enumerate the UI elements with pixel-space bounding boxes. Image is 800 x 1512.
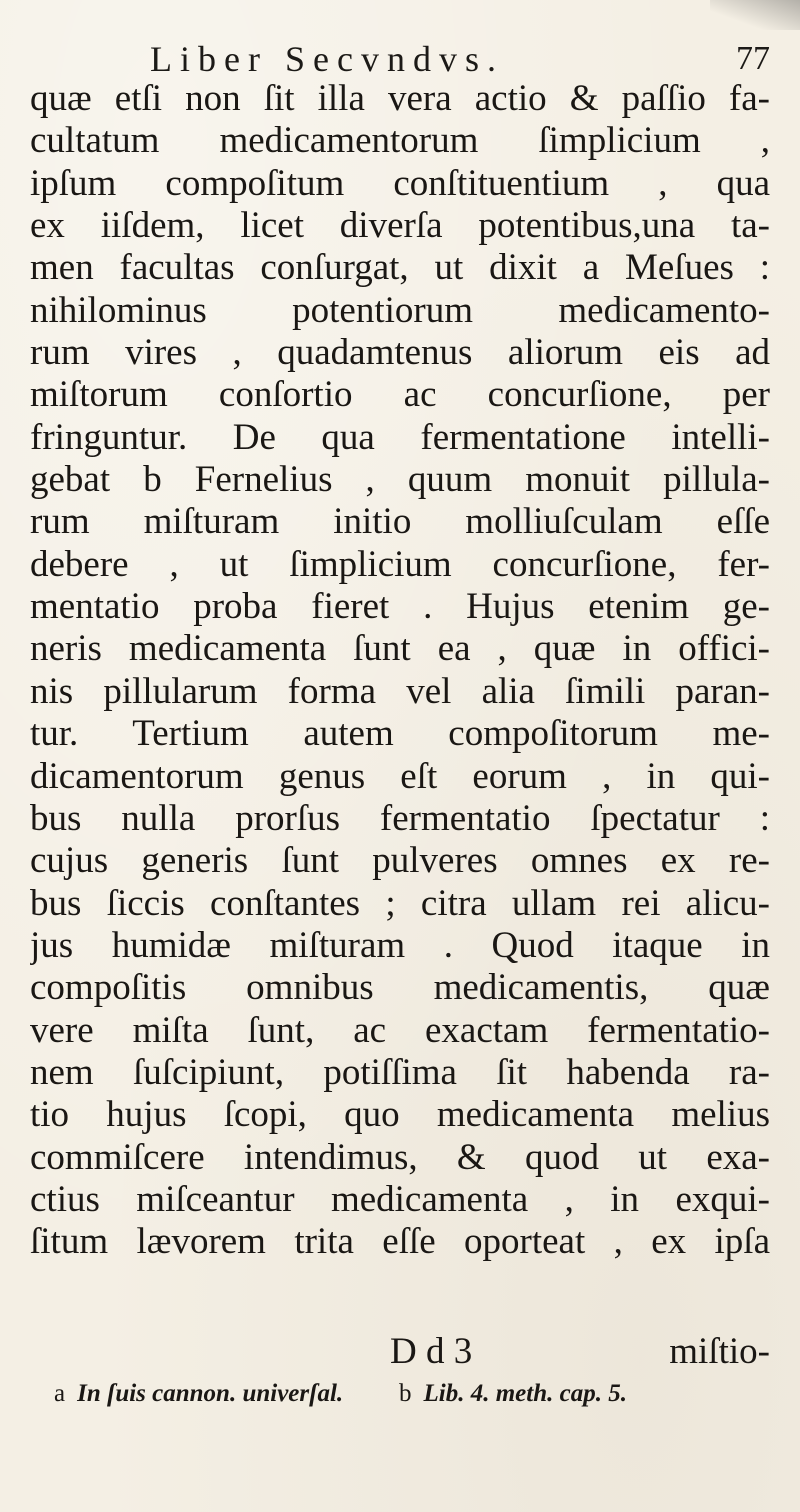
text-line: tur. Tertium autem compoſitorum me- — [30, 713, 770, 755]
text-line: debere , ut ſimplicium concurſione, fer- — [30, 543, 770, 585]
catchword: miſtio- — [669, 1331, 770, 1372]
footnote-reference: In ſuis cannon. univerſal. — [77, 1380, 344, 1407]
text-line: rum vires , quadamtenus aliorum eis ad — [30, 332, 770, 374]
text-line: ex iiſdem, licet diverſa potentibus,una ta- — [30, 205, 770, 247]
text-line: rum miſturam initio molliuſculam eſſe — [30, 501, 770, 543]
page-corner-shadow — [710, 0, 800, 30]
text-line: bus ſiccis conſtantes ; citra ullam rei alicu- — [30, 882, 770, 924]
text-line: men facultas conſurgat, ut dixit a Meſues : — [30, 247, 770, 289]
body-text — [30, 78, 770, 1264]
text-line: ſitum lævorem trita eſſe oporteat , ex ipſa — [30, 1221, 770, 1263]
text-line: ipſum compoſitum conſtituentium , qua — [30, 162, 770, 204]
text-line: ctius miſceantur medicamenta , in exqui- — [30, 1178, 770, 1220]
footnote-mark: a — [54, 1380, 66, 1407]
text-line: bus nulla prorſus fermentatio ſpectatur : — [30, 797, 770, 839]
text-line: gebat b Fernelius , quum monuit pillula- — [30, 459, 770, 501]
text-line: quæ etſi non ſit illa vera actio & paſſio fa- — [30, 78, 770, 119]
text-line: dicamentorum genus eſt eorum , in qui- — [30, 755, 770, 797]
page-number: 77 — [736, 40, 770, 77]
footnote-reference: Lib. 4. meth. cap. 5. — [423, 1380, 627, 1407]
text-line: nihilominus potentiorum medicamento- — [30, 289, 770, 331]
footnote-a — [54, 1380, 343, 1408]
signature-mark: D d 3 — [390, 1331, 473, 1372]
text-line: jus humidæ miſturam . Quod itaque in — [30, 924, 770, 966]
running-title: Liber Secvndvs. — [150, 39, 504, 79]
text-line: nis pillularum forma vel alia ſimili paran- — [30, 670, 770, 712]
footnotes — [54, 1380, 774, 1416]
text-line: vere miſta ſunt, ac exactam fermentatio- — [30, 1009, 770, 1051]
text-line: cultatum medicamentorum ſimplicium , — [30, 120, 770, 162]
text-line: cujus generis ſunt pulveres omnes ex re- — [30, 840, 770, 882]
text-line: miſtorum conſortio ac concurſione, per — [30, 374, 770, 416]
text-line: compoſitis omnibus medicamentis, quæ — [30, 967, 770, 1009]
footnote-mark: b — [399, 1380, 412, 1407]
text-line: nem ſuſcipiunt, potiſſima ſit habenda ra- — [30, 1051, 770, 1093]
text-line: tio hujus ſcopi, quo medicamenta melius — [30, 1094, 770, 1136]
signature-line — [30, 1330, 770, 1374]
text-line: neris medicamenta ſunt ea , quæ in offici- — [30, 628, 770, 670]
text-line: fringuntur. De qua fermentatione intelli- — [30, 416, 770, 458]
text-line: mentatio proba fieret . Hujus etenim ge- — [30, 586, 770, 628]
footnote-b — [399, 1380, 627, 1408]
text-line: commiſcere intendimus, & quod ut exa- — [30, 1136, 770, 1178]
